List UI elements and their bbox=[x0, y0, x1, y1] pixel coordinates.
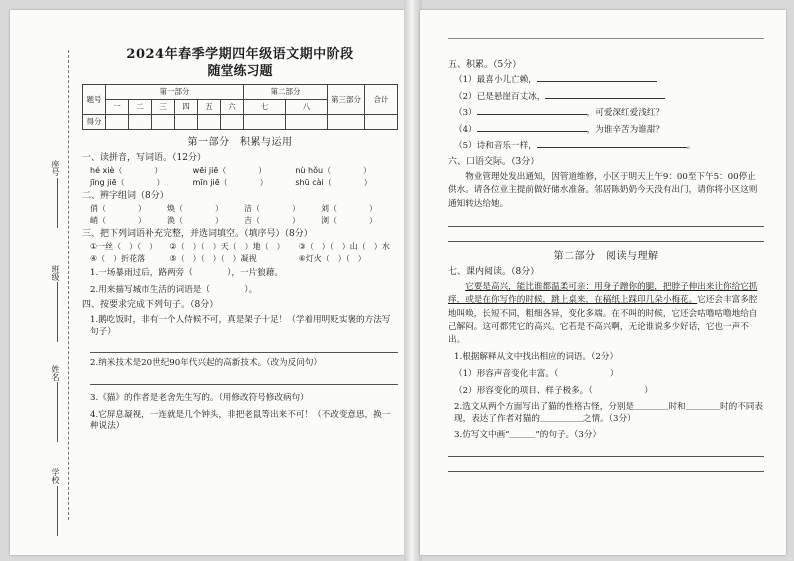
s7-q1b: （2）形容变化的项目、样子极多。（ ） bbox=[454, 385, 653, 396]
total-header: 合计 bbox=[365, 85, 398, 115]
underlined-sentence: 它要是高兴，能比谁都温柔可亲：用身子蹭你的腿，把脖子伸出来让你给它抓痒，或是在你写作的时候，跳上桌来，在稿纸上踩印几朵小梅花。 bbox=[448, 281, 758, 306]
section4-title: 四、按要求完成下列句子。（8分） bbox=[82, 300, 219, 311]
char-item[interactable]: 俏（ ） bbox=[90, 204, 146, 213]
score-table bbox=[82, 84, 398, 130]
idiom-item[interactable]: ②（ ）（ ）天（ ）地（ ） bbox=[169, 242, 285, 251]
section1-title: 一、读拼音，写词语。（12分） bbox=[82, 153, 206, 163]
idiom-item[interactable]: ⑥灯火（ ）（ ） bbox=[298, 254, 366, 263]
score-cell[interactable] bbox=[221, 115, 244, 130]
blank[interactable] bbox=[477, 131, 587, 132]
s4-question-4: 4.它屏息凝视，一连就是几个钟头，非把老鼠等出来不可！（不改变意思，换一种说法） bbox=[90, 409, 391, 432]
col-number: 一 bbox=[106, 100, 129, 115]
char-row-1 bbox=[90, 205, 398, 213]
answer-line[interactable] bbox=[90, 341, 398, 353]
pinyin-row-1 bbox=[90, 167, 398, 175]
pinyin-item[interactable]: mīn jiē（ ） bbox=[192, 178, 268, 187]
part1-header: 第一部分 bbox=[106, 85, 244, 100]
answer-line[interactable] bbox=[448, 460, 764, 472]
s5-q4 bbox=[454, 125, 764, 137]
left-page bbox=[10, 10, 406, 555]
s5-q1-text: （1）最喜小儿亡赖， bbox=[454, 75, 537, 85]
part2-heading: 第二部分 阅读与理解 bbox=[553, 250, 659, 262]
part2-header: 第二部分 bbox=[244, 85, 328, 100]
section5-title: 五、积累。（5分） bbox=[448, 60, 522, 70]
char-item[interactable]: 刘（ ） bbox=[321, 204, 377, 213]
s7-q2: 2.选文从两个方面写出了猫的性格古怪，分别是＿＿＿＿时和＿＿＿＿时的不同表现，表达了作者对猫的＿＿＿＿＿之情。（3分） bbox=[454, 402, 763, 424]
pinyin-item[interactable]: hé xiè（ ） bbox=[90, 166, 163, 175]
s4-question-1: 1.鹅吃饭时，非有一个人侍候不可，真是架子十足！（学着用明贬实褒的方法写句子） bbox=[90, 315, 391, 337]
blank[interactable] bbox=[477, 114, 587, 115]
exam-subtitle: 随堂练习题 bbox=[207, 64, 273, 79]
pinyin-item[interactable]: wēi jiē（ ） bbox=[192, 166, 267, 175]
s7-q3: 3.仿写文中画“＿＿＿”的句子。（3分） bbox=[454, 430, 602, 441]
s5-q1 bbox=[454, 75, 764, 87]
char-item[interactable]: 浏（ ） bbox=[321, 216, 377, 225]
score-cell[interactable] bbox=[328, 115, 365, 130]
col-number: 七 bbox=[244, 100, 286, 115]
blank[interactable] bbox=[537, 147, 687, 148]
section3-title: 三、把下列词语补充完整，并选词填空。（填序号）（8分） bbox=[82, 229, 313, 239]
section7-title: 七、课内阅读。（8分） bbox=[448, 266, 540, 277]
char-item[interactable]: 吉（ ） bbox=[244, 216, 300, 225]
s5-q3-tail: ，可爱深红爱浅红？ bbox=[586, 108, 665, 119]
s5-q4-tail: ，为谁辛苦为谁甜？ bbox=[586, 124, 665, 135]
exam-title: 2024年春季学期四年级语文期中阶段 bbox=[126, 47, 354, 62]
seat-number-line bbox=[57, 178, 58, 228]
answer-line[interactable] bbox=[448, 445, 764, 457]
score-cell[interactable] bbox=[175, 115, 198, 130]
s7-passage bbox=[448, 281, 764, 348]
s5-q3-num: （3） bbox=[454, 108, 477, 119]
score-cell[interactable] bbox=[198, 115, 221, 130]
col-number: 六 bbox=[221, 100, 244, 115]
answer-line[interactable] bbox=[90, 373, 398, 385]
answer-line[interactable] bbox=[448, 215, 764, 227]
char-item[interactable]: 焕（ ） bbox=[167, 204, 223, 213]
right-content bbox=[448, 56, 764, 475]
pinyin-row-2 bbox=[90, 179, 398, 187]
idiom-row-1 bbox=[90, 243, 398, 251]
passage-rest: 它还会丰富多腔地叫唤，长短不同，粗细各异，变化多端。在不叫的时候，它还会咕噜咕噜地给自己解闷。这可都凭它的高兴。它若是不高兴啊，无论谁说多少好话，它也一声不出。 bbox=[448, 295, 758, 346]
blank[interactable] bbox=[545, 98, 665, 99]
score-cell[interactable] bbox=[244, 115, 286, 130]
char-row-2 bbox=[90, 217, 398, 225]
school-label: 学校 bbox=[51, 468, 60, 484]
part1-heading: 第一部分 积累与运用 bbox=[187, 137, 293, 148]
pinyin-item[interactable]: shū cài（ ） bbox=[295, 178, 372, 187]
section6-title: 六、口语交际。（3分） bbox=[448, 156, 540, 167]
idiom-item[interactable]: ⑤（ ）（ ）（ ）凝视 bbox=[169, 254, 257, 263]
col-number: 三 bbox=[152, 100, 175, 115]
s5-q2 bbox=[454, 92, 764, 104]
pinyin-item[interactable]: jīng jiē（ ） bbox=[90, 178, 165, 187]
blank[interactable] bbox=[537, 81, 657, 82]
top-answer-line bbox=[448, 38, 764, 39]
binding-margin bbox=[10, 10, 70, 555]
question-number-label: 题号 bbox=[83, 85, 106, 115]
idiom-item[interactable]: ④（ ）折花落 bbox=[90, 254, 146, 263]
score-cell[interactable] bbox=[152, 115, 175, 130]
char-item[interactable]: 峭（ ） bbox=[90, 216, 146, 225]
idiom-item[interactable]: ①一丝（ ）（ ） bbox=[90, 242, 158, 251]
col-number: 八 bbox=[285, 100, 327, 115]
score-cell[interactable] bbox=[365, 115, 398, 130]
s5-q2-text: （2）已是悬崖百丈冰， bbox=[454, 91, 546, 102]
section2-title: 二、辨字组词（8分） bbox=[82, 191, 169, 201]
idiom-row-2 bbox=[90, 255, 398, 263]
school-line bbox=[57, 486, 58, 536]
seat-number-label: 座号 bbox=[51, 160, 60, 176]
col-number: 二 bbox=[129, 100, 152, 115]
part3-header: 第三部分 bbox=[328, 85, 365, 115]
col-number: 四 bbox=[175, 100, 198, 115]
s4-question-2: 2.纳米技术是20世纪90年代兴起的高新技术。（改为反问句） bbox=[90, 358, 323, 369]
s7-q1a: （1）形容声音变化丰富。（ ） bbox=[454, 369, 619, 380]
s6-notice: 物业管理处发出通知，因管道维修，小区于明天上午9：00至下午5：00停止供水。请各位业主提前做好储水准备。邻居陈奶奶今天没有出门，请你将小区这则通知转达给她。 bbox=[448, 171, 758, 209]
name-line bbox=[57, 382, 58, 442]
s4-question-3: 3.《猫》的作者是老舍先生写的。（用修改符号修改病句） bbox=[90, 392, 309, 403]
char-item[interactable]: 洁（ ） bbox=[244, 204, 300, 213]
answer-line[interactable] bbox=[448, 230, 764, 242]
s5-q5-tail: 。 bbox=[686, 141, 696, 152]
s5-q5 bbox=[454, 141, 764, 153]
class-line bbox=[57, 282, 58, 342]
class-label: 班级 bbox=[51, 265, 60, 281]
idiom-item[interactable]: ③（ ）（ ）山（ ）水 bbox=[298, 242, 390, 251]
s7-q1: 1.根据解释从文中找出相应的词语。（2分） bbox=[454, 352, 619, 363]
char-item[interactable]: 涣（ ） bbox=[167, 216, 223, 225]
pinyin-item[interactable]: nù hǒu（ ） bbox=[295, 166, 372, 175]
right-page bbox=[420, 10, 786, 555]
score-cell[interactable] bbox=[285, 115, 327, 130]
left-content bbox=[82, 48, 398, 436]
score-cell[interactable] bbox=[129, 115, 152, 130]
s5-q3 bbox=[454, 108, 764, 120]
s3-question-1: 1.一场暴雨过后，路两旁（ ），一片狼藉。 bbox=[90, 268, 283, 278]
s5-q5-text: （5）诗和音乐一样， bbox=[454, 141, 537, 152]
cut-line bbox=[68, 50, 69, 520]
col-number: 五 bbox=[198, 100, 221, 115]
s3-question-2: 2.用来描写城市生活的词语是（ ）。 bbox=[90, 284, 258, 295]
score-cell[interactable] bbox=[106, 115, 129, 130]
s5-q4-num: （4） bbox=[454, 124, 477, 135]
score-row-label: 得分 bbox=[83, 115, 106, 130]
name-label: 姓名 bbox=[51, 365, 60, 381]
